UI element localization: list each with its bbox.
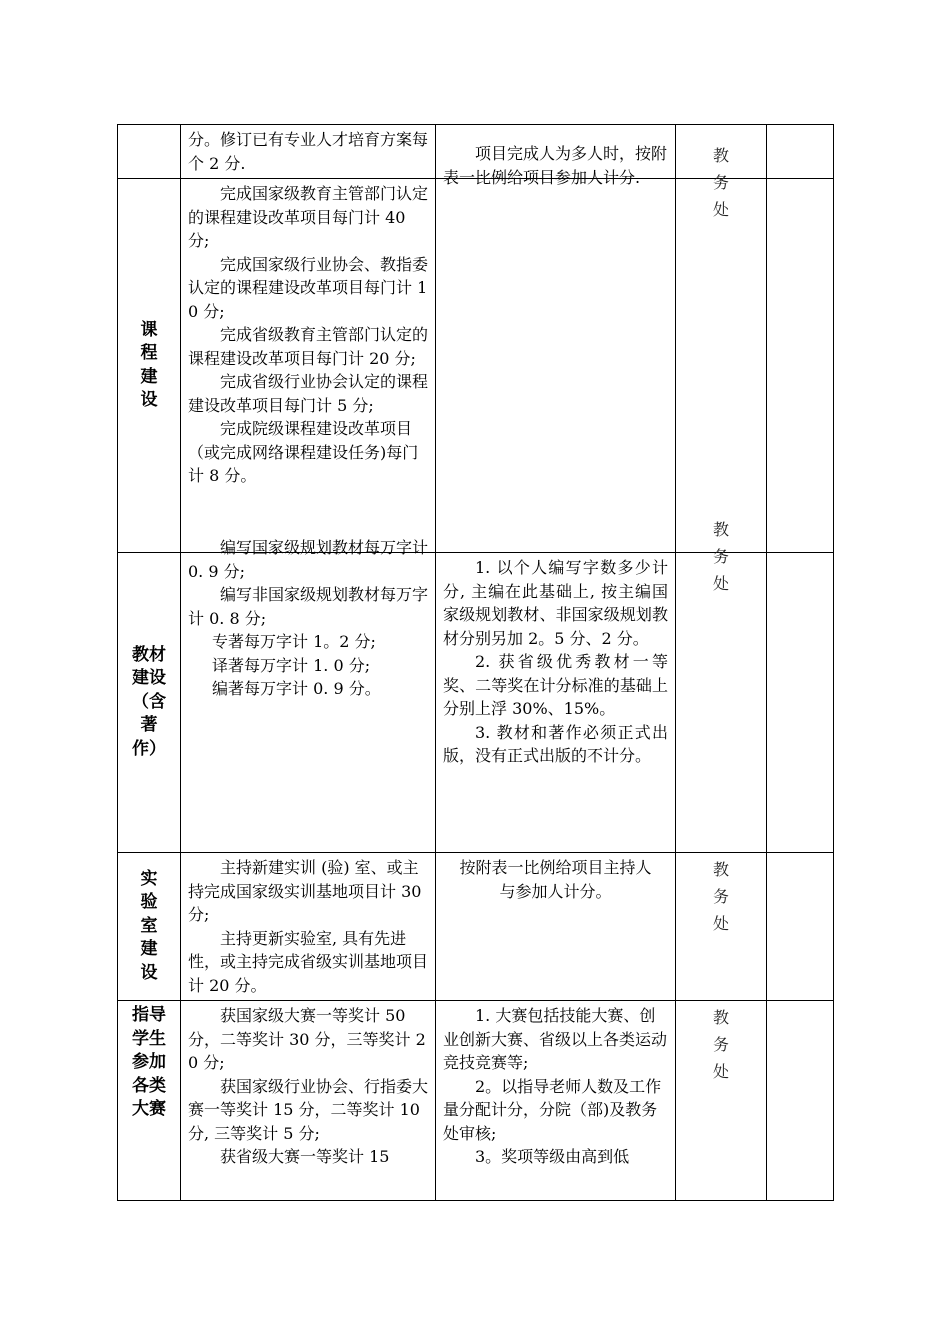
category-text: 建 xyxy=(140,939,158,960)
dept-char: 务 xyxy=(712,173,729,192)
note-text: 3。奖项等级由高到低 xyxy=(475,1147,630,1166)
scoring-table xyxy=(117,124,834,1201)
rule-text: 获国家级行业协会、行指委大赛一等奖计 15 分，二等奖计 10 分, 三等奖计 5 分; xyxy=(188,1076,429,1143)
note-text: 1. 以个人编写字数多少计分, 主编在此基础上, 按主编国家级规划教材、非国家级规划教材分别另加 2。5 分、2 分。 xyxy=(443,558,668,648)
dept-cell xyxy=(676,146,767,553)
dept-text xyxy=(683,142,759,223)
dept-char: 务 xyxy=(712,547,729,566)
category-text: 著 xyxy=(140,715,158,736)
category-text: 设 xyxy=(140,962,158,983)
dept-char: 处 xyxy=(712,1062,729,1081)
table-row xyxy=(118,179,834,553)
blank-cell xyxy=(767,179,834,553)
note-cell xyxy=(436,1001,676,1201)
category-cell xyxy=(118,179,181,553)
rule-cell xyxy=(181,179,436,553)
rule-text: 完成国家级行业协会、教指委认定的课程建设改革项目每门计 10 分; xyxy=(188,254,429,321)
dept-cell xyxy=(676,520,767,853)
note-cell xyxy=(436,553,676,853)
category-text: 程 xyxy=(140,343,158,363)
table-row xyxy=(118,553,834,853)
rule-text: 专著每万字计 1。2 分; xyxy=(212,632,376,651)
category-text: 学生 xyxy=(132,1028,166,1049)
rule-cell xyxy=(181,853,436,1001)
category-text: （含 xyxy=(132,691,166,712)
category-cell xyxy=(118,1001,181,1201)
note-text: 2. 获省级优秀教材一等奖、二等奖在计分标准的基础上分别上浮 30%、15%。 xyxy=(443,652,668,718)
dept-char: 处 xyxy=(712,200,729,219)
rule-text: 译著每万字计 1. 0 分; xyxy=(212,655,371,675)
category-cell xyxy=(118,125,181,179)
note-text: 2。以指导老师人数及工作量分配计分，分院（部)及教务处审核; xyxy=(443,1076,662,1143)
note-text: 3. 教材和著作必须正式出版，没有正式出版的不计分。 xyxy=(443,722,668,765)
dept-char: 务 xyxy=(712,1035,729,1054)
category-text: 室 xyxy=(140,915,158,936)
dept-text xyxy=(683,856,759,937)
note-cell xyxy=(436,853,676,1001)
category-text: 实 xyxy=(140,868,158,889)
rule-text: 编写非国家级规划教材每万字计 0. 8 分; xyxy=(188,585,429,628)
rule-text: 完成省级教育主管部门认定的课程建设改革项目每门计 20 分; xyxy=(188,325,429,368)
dept-cell xyxy=(676,853,767,1001)
dept-text xyxy=(683,516,759,597)
dept-cell xyxy=(676,1001,767,1201)
rule-text: 主持更新实验室, 具有先进性，或主持完成省级实训基地项目计 20 分。 xyxy=(188,928,429,995)
rule-cell xyxy=(181,125,436,179)
rule-text: 编写国家级规划教材每万字计 0. 9 分; xyxy=(188,538,429,581)
dept-char: 教 xyxy=(712,860,729,879)
category-text: 课 xyxy=(140,319,158,340)
rule-text: 获省级大赛一等奖计 15 xyxy=(220,1147,390,1166)
table-row xyxy=(118,1001,834,1201)
table-row xyxy=(118,853,834,1001)
blank-cell xyxy=(767,125,834,179)
note-text: 1. 大赛包括技能大赛、创业创新大赛、省级以上各类运动竞技竞赛等; xyxy=(443,1006,668,1072)
blank-cell xyxy=(767,1001,834,1201)
note-cell xyxy=(436,144,676,553)
note-text: 按附表一比例给项目主持人与参加人计分。 xyxy=(459,858,652,901)
category-text: 大赛 xyxy=(132,1099,166,1119)
category-text: 建设 xyxy=(132,668,166,689)
rule-text: 获国家级大赛一等奖计 50 分，二等奖计 30 分，三等奖计 20 分; xyxy=(188,1006,426,1072)
category-text: 教材 xyxy=(132,644,166,665)
category-text: 参加 xyxy=(132,1052,166,1072)
dept-char: 务 xyxy=(712,887,729,906)
category-text: 指导 xyxy=(132,1005,166,1025)
dept-char: 教 xyxy=(712,520,729,539)
rule-cell xyxy=(181,1001,436,1201)
rule-text: 编著每万字计 0. 9 分。 xyxy=(212,679,381,698)
rule-text: 完成院级课程建设改革项目（或完成网络课程建设任务)每门计 8 分。 xyxy=(188,419,419,485)
rule-cell xyxy=(181,538,436,853)
category-cell xyxy=(118,853,181,1001)
dept-text xyxy=(683,1004,759,1085)
blank-cell xyxy=(767,553,834,853)
rule-text: 主持新建实训 (验) 室、或主持完成国家级实训基地项目计 30 分; xyxy=(188,858,422,924)
dept-char: 处 xyxy=(712,574,729,593)
category-text: 设 xyxy=(140,390,158,410)
note-text: 项目完成人为多人时，按附表一比例给项目参加人计分. xyxy=(443,144,668,187)
dept-char: 教 xyxy=(712,1008,729,1027)
category-cell xyxy=(118,553,181,853)
category-text: 各类 xyxy=(132,1075,166,1096)
dept-char: 处 xyxy=(712,914,729,933)
category-text: 建 xyxy=(140,366,158,387)
rule-text: 分。修订已有专业人才培育方案每个 2 分. xyxy=(188,130,429,173)
blank-cell xyxy=(767,853,834,1001)
rule-text: 完成省级行业协会认定的课程建设改革项目每门计 5 分; xyxy=(188,372,429,415)
category-text: 验 xyxy=(140,892,158,913)
dept-char: 教 xyxy=(712,146,729,165)
rule-text: 完成国家级教育主管部门认定的课程建设改革项目每门计 40 分; xyxy=(188,184,429,250)
category-text: 作） xyxy=(132,738,166,759)
